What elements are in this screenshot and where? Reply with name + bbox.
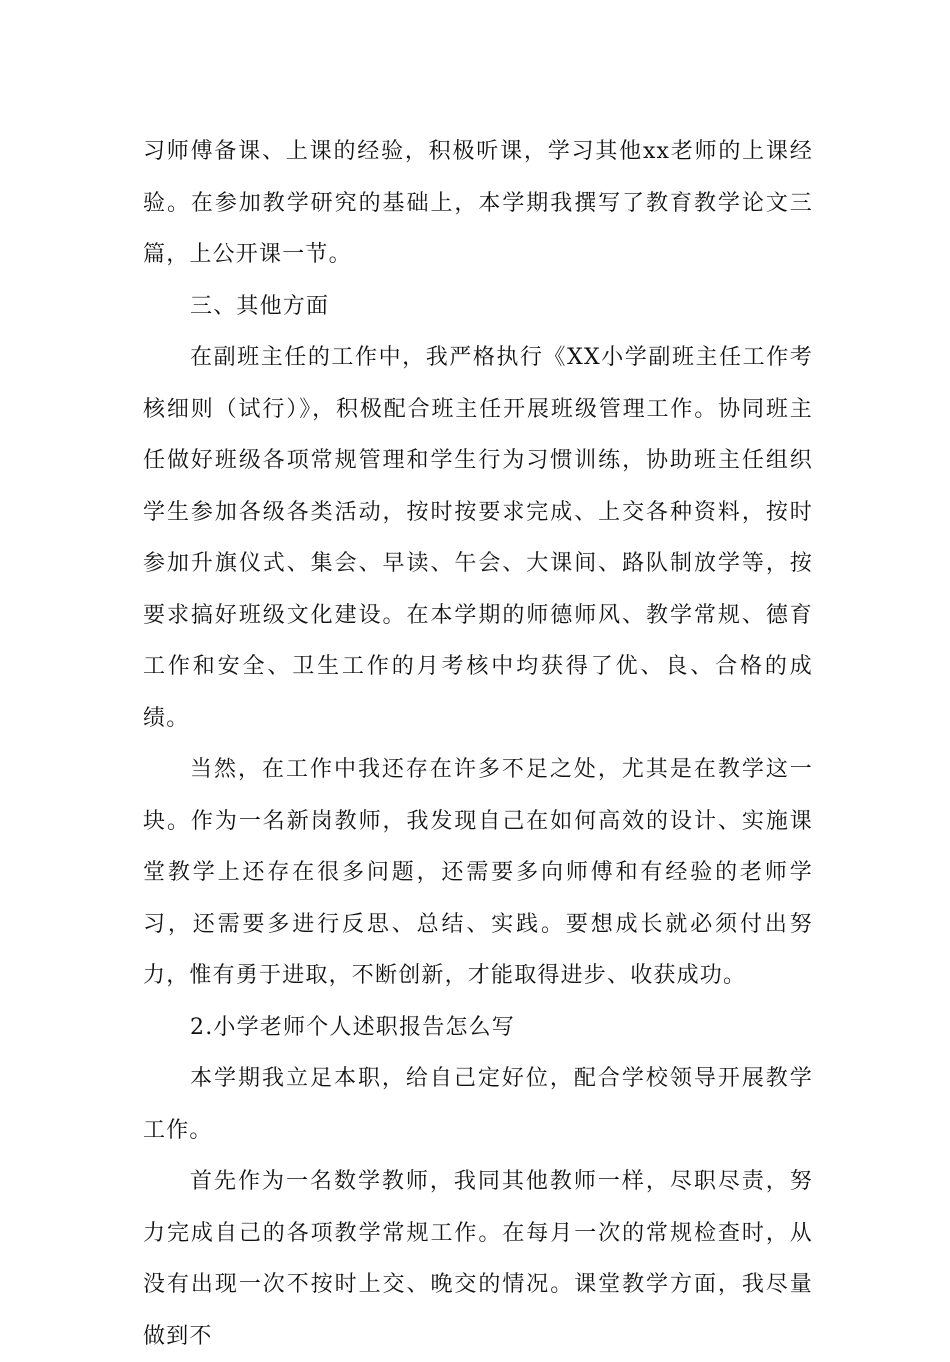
- section-heading-other-aspects: 三、其他方面: [190, 293, 330, 319]
- document-body: [143, 126, 813, 1362]
- paragraph-continuation: 习师傅备课、上课的经验，积极听课，学习其他xx老师的上课经验。在参加教学研究的基础上，本学期我撰写了教育教学论文三篇，上公开课一节。: [143, 139, 813, 267]
- section-heading-report: 2.小学老师个人述职报告怎么写: [190, 1014, 515, 1040]
- paragraph-shortcomings: 当然，在工作中我还存在许多不足之处，尤其是在教学这一块。作为一名新岗教师，我发现自己在如何高效的设计、实施课堂教学上还存在很多问题，还需要多向师傅和有经验的老师学习，还需要多进行反思、总结、实践。要想成长就必须付出努力，惟有勇于进取，不断创新，才能取得进步、收获成功。: [143, 757, 813, 988]
- paragraph-assistant-class-teacher: 在副班主任的工作中，我严格执行《XX小学副班主任工作考核细则（试行）》，积极配合班主任开展班级管理工作。协同班主任做好班级各项常规管理和学生行为习惯训练，协助班主任组织学生参加各级各类活动，按时按要求完成、上交各种资料，按时参加升旗仪式、集会、早读、午会、大课间、路队制放学等，按要求搞好班级文化建设。在本学期的师德师风、教学常规、德育工作和安全、卫生工作的月考核中均获得了优、良、合格的成绩。: [143, 345, 813, 731]
- paragraph-semester-intro: 本学期我立足本职，给自己定好位，配合学校领导开展教学工作。: [143, 1066, 813, 1143]
- paragraph-math-teacher: 首先作为一名数学教师，我同其他教师一样，尽职尽责，努力完成自己的各项教学常规工作。在每月一次的常规检查时，从没有出现一次不按时上交、晚交的情况。课堂教学方面，我尽量做到不: [143, 1169, 813, 1349]
